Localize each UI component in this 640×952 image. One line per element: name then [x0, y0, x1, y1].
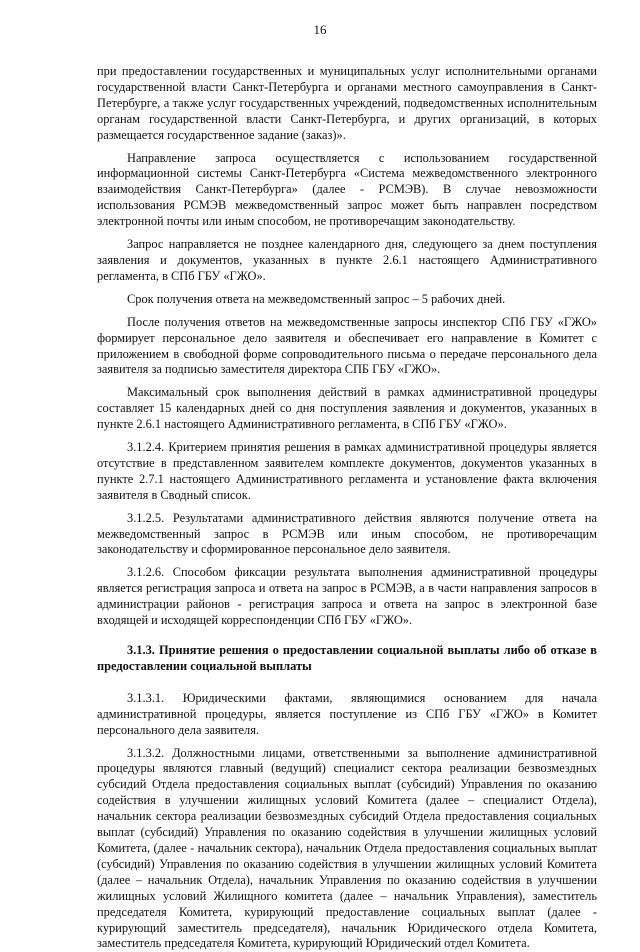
paragraph-3-1-3-2: 3.1.3.2. Должностными лицами, ответственными за выполнение административной процедуры являются главный (ведущий) специалист сектора реализации безвозмездных субсидий Отдела предоставления социальных выплат (субсидий) Управления по оказанию содействия в улучшении жилищных условий Комитета (далее – специалист Отдела), начальник сектора реализации безвозмездных субсидий Отдела предоставления социальных выплат (субсидий) Управления по оказанию содействия в улучшении жилищных условий Комитета, (далее - начальник сектора), начальник Отдела предоставления социальных выплат (субсидий) Управления по оказанию содействия в улучшении жилищных условий Комитета (далее – начальник Отдела), начальник Управления по оказанию содействия в улучшении жилищных условий Жилищного комитета (далее – начальник Управления), заместитель председателя Комитета, курирующий предоставление социальных выплат (далее - курирующий заместитель председателя), начальник Юридического отдела Комитета, заместитель председателя Комитета, курирующий Юридический отдел Комитета.	[97, 745, 597, 951]
section-heading-3-1-3: 3.1.3. Принятие решения о предоставлении социальной выплаты либо об отказе в предоставлении социальной выплаты	[97, 643, 597, 673]
paragraph-personal-file: После получения ответов на межведомственные запросы инспектор СПб ГБУ «ГЖО» формирует персональное дело заявителя и обеспечивает его направление в Комитет с приложением в свободной форме сопроводительного письма о передаче персонального дела заявителя за подписью заместителя директора СПБ ГБУ «ГЖО».	[97, 314, 597, 377]
paragraph-3-1-2-4: 3.1.2.4. Критерием принятия решения в рамках административной процедуры является отсутствие в представленном заявителем комплекте документов, документов указанных в пункте 2.7.1 настоящего Административного регламента и установление факта включения заявителя в Сводный список.	[97, 440, 597, 502]
page-number: 16	[313, 22, 327, 37]
paragraph-3-1-2-6: 3.1.2.6. Способом фиксации результата выполнения административной процедуры является регистрация запроса и ответа на запрос в РСМЭВ, а в части направления запросов в администрации районов - регистрация запроса и ответа на запрос в электронной базе входящей и исходящей корреспонденции СПб ГБУ «ГЖО».	[97, 565, 597, 628]
paragraph-3-1-2-5: 3.1.2.5. Результатами административного действия являются получение ответа на межведомственный запрос в РСМЭВ или иным способом, не противоречащим законодательству и сформированное персональное дело заявителя.	[97, 510, 597, 557]
paragraph-3-1-3-1: 3.1.3.1. Юридическими фактами, являющимися основанием для начала административной процедуры, является поступление из СПб ГБУ «ГЖО» в Комитет персонального дела заявителя.	[97, 690, 597, 737]
paragraph-continuation: при предоставлении государственных и муниципальных услуг исполнительными органами государственной власти Санкт-Петербурга и органами местного самоуправления в Санкт-Петербурге, а также услуг государственных учреждений, подведомственных исполнительным органам государственной власти Санкт-Петербурга, и других организаций, в которых размещается государственное задание (заказ)».	[97, 64, 597, 142]
paragraph-response-term: Срок получения ответа на межведомственный запрос – 5 рабочих дней.	[127, 291, 506, 306]
paragraph-request-deadline: Запрос направляется не позднее календарного дня, следующего за днем поступления заявления и документов, указанных в пункте 2.6.1 настоящего Административного регламента, в СПб ГБУ «ГЖО».	[97, 237, 597, 283]
document-body	[97, 64, 597, 952]
paragraph-max-term: Максимальный срок выполнения действий в рамках административной процедуры составляет 15 календарных дней со дня поступления заявления и документов, указанных в пункте 2.6.1 настоящего Административного регламента, в СПб ГБУ «ГЖО».	[97, 385, 597, 432]
paragraph-request-direction: Направление запроса осуществляется с использованием государственной информационной системы Санкт-Петербурга «Система межведомственного электронного взаимодействия Санкт-Петербурга» (далее - РСМЭВ). В случае невозможности использования РСМЭВ межведомственный запрос может быть направлен посредством электронной почты или иным способом, не противоречащим законодательству.	[97, 150, 597, 229]
